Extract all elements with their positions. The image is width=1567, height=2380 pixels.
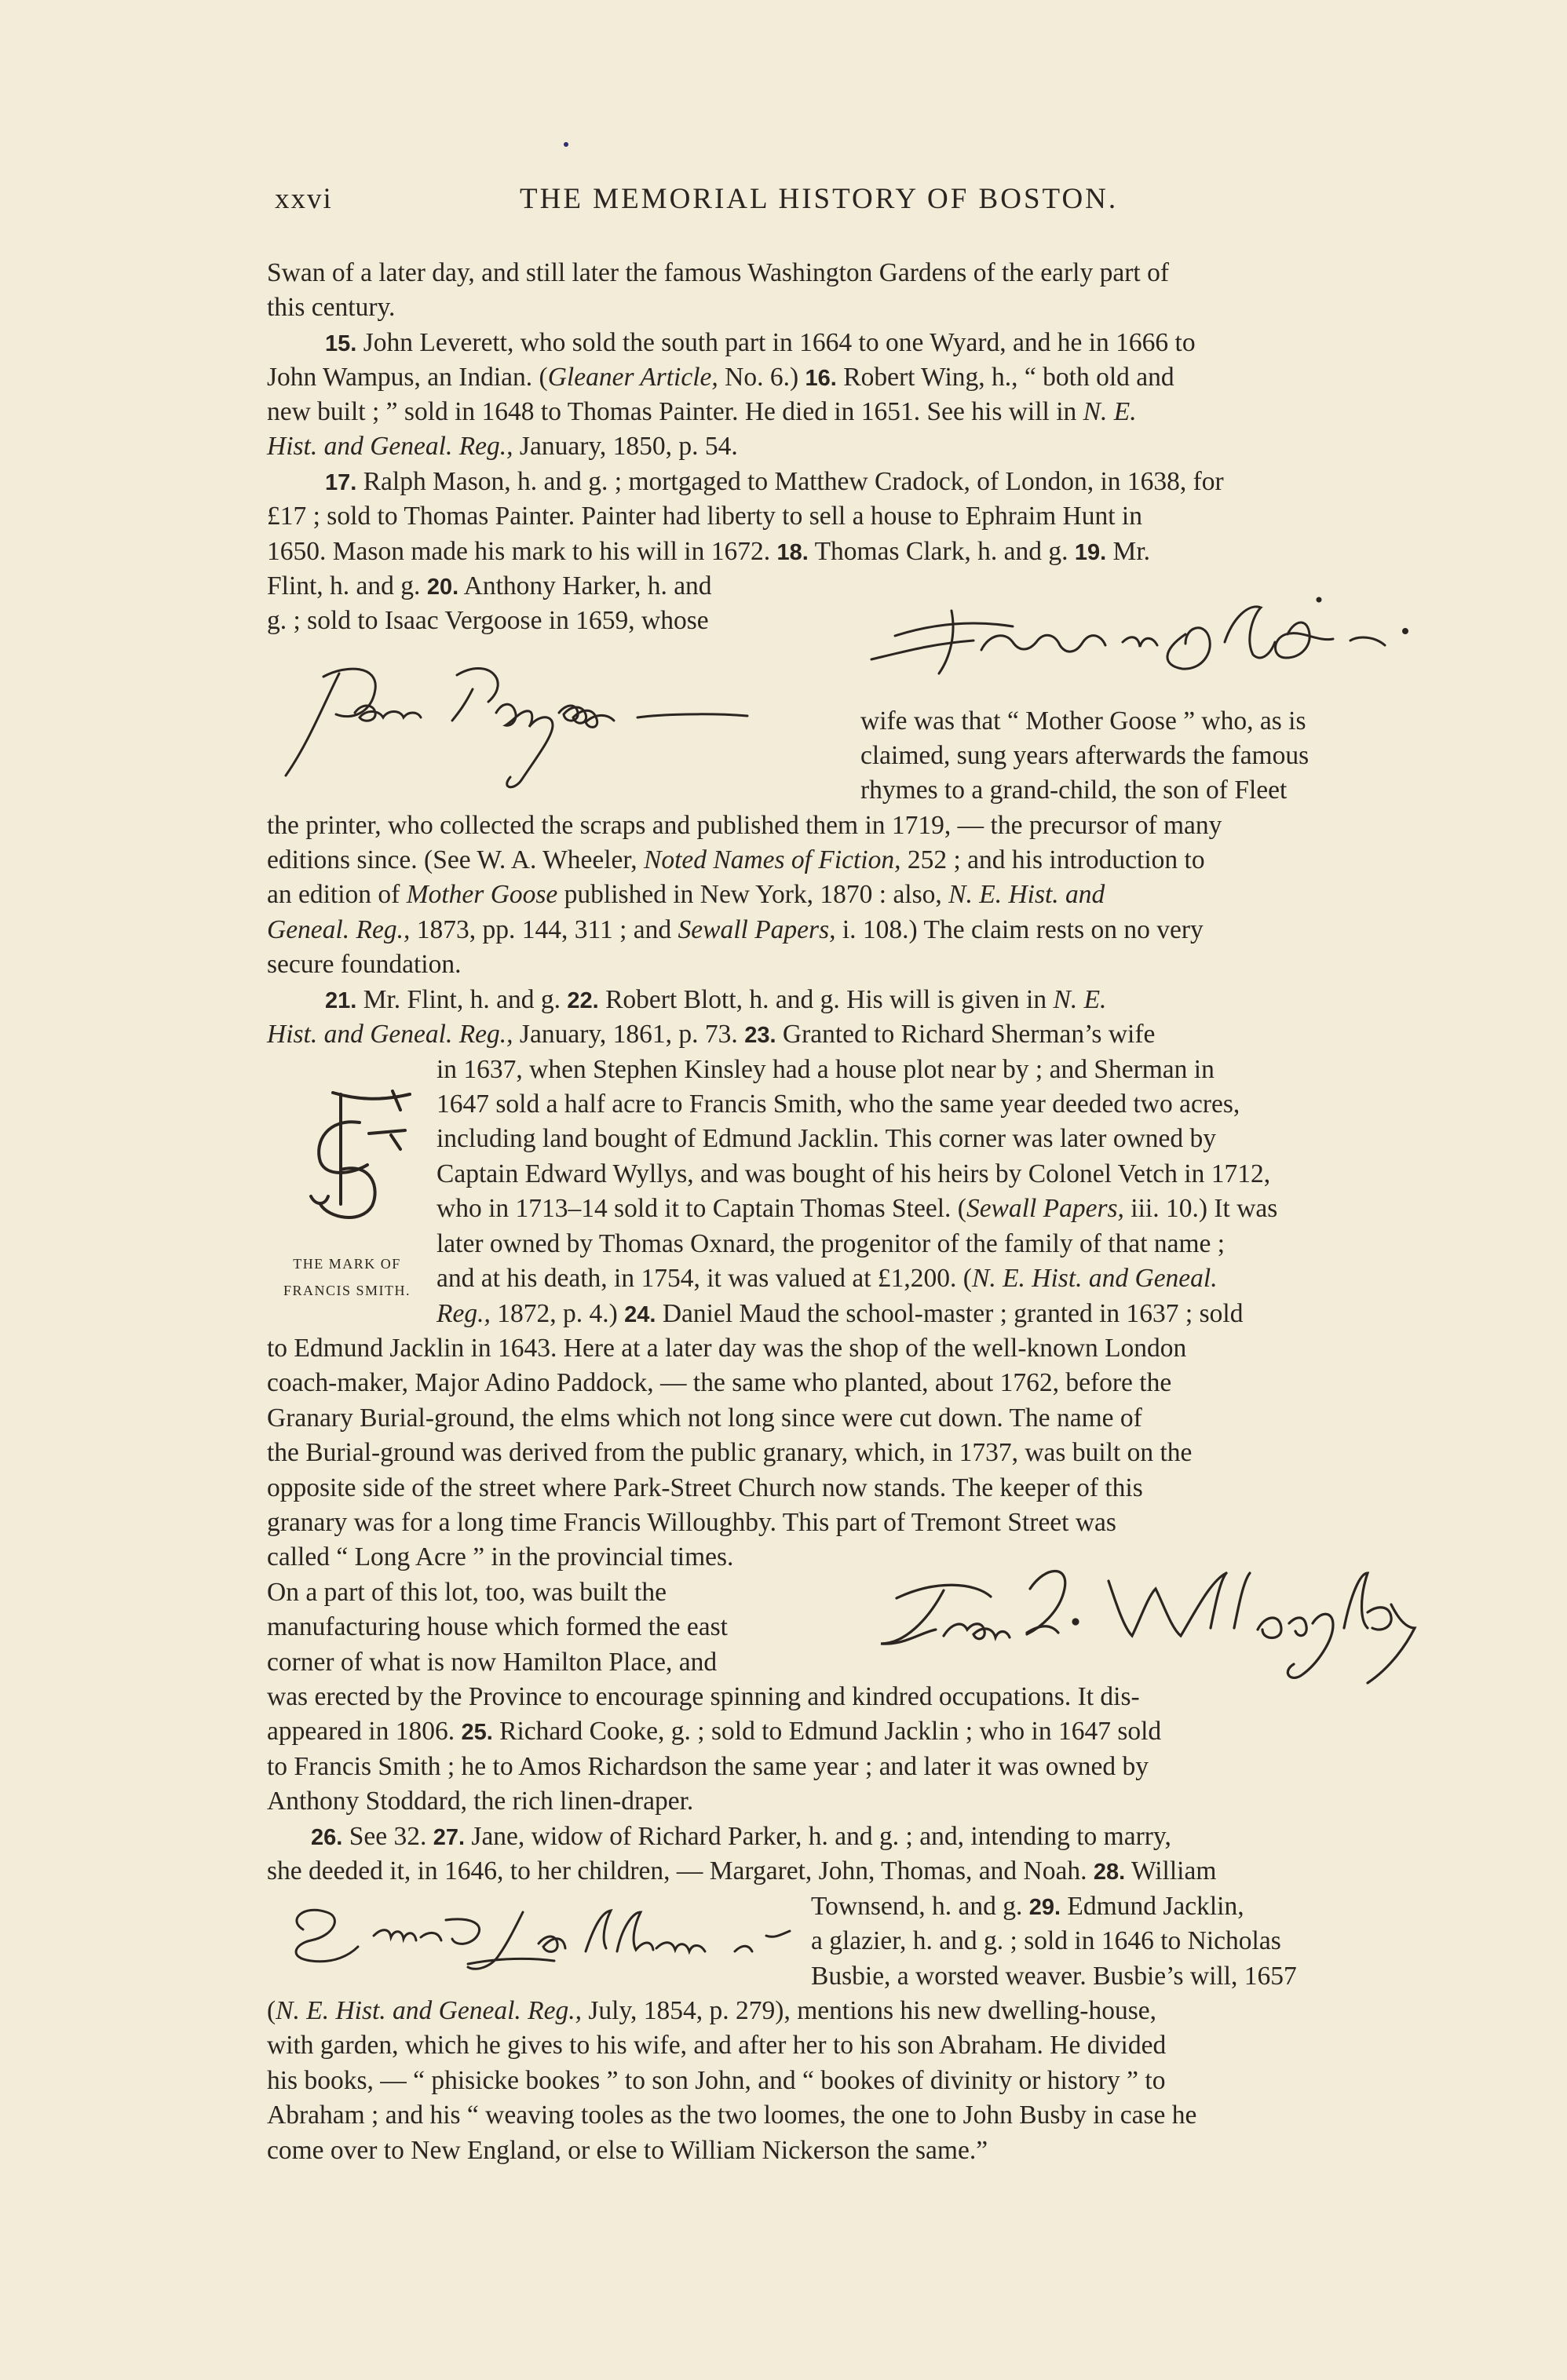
text-line: the printer, who collected the scraps and published them in 1719, — the precursor of many bbox=[267, 811, 1222, 840]
page-header bbox=[275, 182, 1437, 223]
text-line: On a part of this lot, too, was built the bbox=[267, 1578, 667, 1607]
text-line: to Francis Smith ; he to Amos Richardson the same year ; and later it was owned by bbox=[267, 1752, 1149, 1781]
text-line: Reg., 1872, p. 4.) 24. Daniel Maud the school-master ; granted in 1637 ; sold bbox=[436, 1299, 1244, 1328]
text-line: an edition of Mother Goose published in New York, 1870 : also, N. E. Hist. and bbox=[267, 880, 1105, 909]
mark-caption bbox=[270, 1254, 424, 1301]
text-line: Geneal. Reg., 1873, pp. 144, 311 ; and Sewall Papers, i. 108.) The claim rests on no very bbox=[267, 915, 1204, 944]
text-line: Captain Edward Wyllys, and was bought of his heirs by Colonel Vetch in 1712, bbox=[436, 1159, 1271, 1188]
text-line: wife was that “ Mother Goose ” who, as is bbox=[860, 706, 1306, 736]
text-line: later owned by Thomas Oxnard, the progenitor of the family of that name ; bbox=[436, 1229, 1225, 1258]
text-line: manufacturing house which formed the east bbox=[267, 1612, 728, 1641]
text-line: including land bought of Edmund Jacklin. This corner was later owned by bbox=[436, 1124, 1217, 1153]
text-line: with garden, which he gives to his wife, and after her to his son Abraham. He divided bbox=[267, 2031, 1167, 2060]
text-line: granary was for a long time Francis Willoughby. This part of Tremont Street was bbox=[267, 1508, 1116, 1537]
text-line: the Burial-ground was derived from the public granary, which, in 1737, was built on the bbox=[267, 1438, 1193, 1467]
text-line: Busbie, a worsted weaver. Busbie’s will, 1657 bbox=[811, 1962, 1297, 1991]
text-line: opposite side of the street where Park-Street Church now stands. The keeper of this bbox=[267, 1473, 1143, 1502]
francis-willoughby-signature bbox=[873, 1557, 1438, 1691]
text-line: claimed, sung years afterwards the famous bbox=[860, 741, 1309, 770]
text-line: this century. bbox=[267, 293, 396, 322]
text-line: called “ Long Acre ” in the provincial times. bbox=[267, 1542, 734, 1571]
text-line: corner of what is now Hamilton Place, and bbox=[267, 1648, 718, 1677]
text-line: Townsend, h. and g. 29. Edmund Jacklin, bbox=[811, 1892, 1244, 1921]
text-line: editions since. (See W. A. Wheeler, Noted Names of Fiction, 252 ; and his introduction to bbox=[267, 845, 1205, 874]
text-line: his books, — “ phisicke bookes ” to son John, and “ bookes of divinity or history ” to bbox=[267, 2066, 1166, 2095]
edmund-jacklin-signature bbox=[279, 1889, 798, 1983]
text-line: 15. John Leverett, who sold the south part in 1664 to one Wyard, and he in 1666 to bbox=[325, 328, 1196, 357]
text-line: Anthony Stoddard, the rich linen-draper. bbox=[267, 1787, 694, 1816]
text-line: 26. See 32. 27. Jane, widow of Richard Parker, h. and g. ; and, intending to marry, bbox=[311, 1822, 1171, 1851]
text-line: 1647 sold a half acre to Francis Smith, who the same year deeded two acres, bbox=[436, 1090, 1240, 1119]
text-line: come over to New England, or else to William Nickerson the same.” bbox=[267, 2136, 988, 2165]
text-line: new built ; ” sold in 1648 to Thomas Painter. He died in 1651. See his will in N. E. bbox=[267, 397, 1137, 426]
isaac-vergoose-signature bbox=[276, 658, 842, 795]
text-line: Hist. and Geneal. Reg., January, 1850, p. 54. bbox=[267, 432, 738, 461]
page-number: xxvi bbox=[275, 183, 333, 215]
running-title: THE MEMORIAL HISTORY OF BOSTON. bbox=[520, 183, 1119, 215]
text-line: was erected by the Province to encourage spinning and kindred occupations. It dis- bbox=[267, 1682, 1140, 1711]
text-line: g. ; sold to Isaac Vergoose in 1659, whose bbox=[267, 606, 709, 635]
text-line: in 1637, when Stephen Kinsley had a house plot near by ; and Sherman in bbox=[436, 1055, 1215, 1084]
text-line: Swan of a later day, and still later the famous Washington Gardens of the early part of bbox=[267, 258, 1169, 287]
text-line: appeared in 1806. 25. Richard Cooke, g. ; sold to Edmund Jacklin ; who in 1647 sold bbox=[267, 1717, 1162, 1746]
text-line: she deeded it, in 1646, to her children, — Margaret, John, Thomas, and Noah. 28. William bbox=[267, 1856, 1217, 1885]
caption-line: FRANCIS SMITH. bbox=[283, 1283, 411, 1298]
text-line: 1650. Mason made his mark to his will in 1672. 18. Thomas Clark, h. and g. 19. Mr. bbox=[267, 537, 1151, 566]
text-line: Abraham ; and his “ weaving tooles as the two loomes, the one to John Busby in case he bbox=[267, 2101, 1197, 2130]
text-line: John Wampus, an Indian. (Gleaner Article, No. 6.) 16. Robert Wing, h., “ both old and bbox=[267, 363, 1174, 392]
text-line: a glazier, h. and g. ; sold in 1646 to Nicholas bbox=[811, 1926, 1281, 1955]
text-line: rhymes to a grand-child, the son of Fleet bbox=[860, 776, 1288, 805]
text-line: 17. Ralph Mason, h. and g. ; mortgaged to Matthew Cradock, of London, in 1638, for bbox=[325, 467, 1224, 496]
text-line: Flint, h. and g. 20. Anthony Harker, h. and bbox=[267, 571, 712, 600]
text-line: secure foundation. bbox=[267, 950, 462, 979]
text-line: £17 ; sold to Thomas Painter. Painter had liberty to sell a house to Ephraim Hunt in bbox=[267, 502, 1142, 531]
text-line: coach-maker, Major Adino Paddock, — the same who planted, about 1762, before the bbox=[267, 1368, 1172, 1397]
text-line: to Edmund Jacklin in 1643. Here at a later day was the shop of the well-known London bbox=[267, 1334, 1187, 1363]
text-line: (N. E. Hist. and Geneal. Reg., July, 1854, p. 279), mentions his new dwelling-house, bbox=[267, 1996, 1156, 2025]
thomas-clark-signature bbox=[864, 587, 1429, 681]
francis-smith-mark bbox=[305, 1086, 415, 1228]
text-line: 21. Mr. Flint, h. and g. 22. Robert Blott, h. and g. His will is given in N. E. bbox=[325, 985, 1107, 1014]
caption-line: THE MARK OF bbox=[293, 1256, 401, 1272]
text-line: Hist. and Geneal. Reg., January, 1861, p. 73. 23. Granted to Richard Sherman’s wife bbox=[267, 1020, 1156, 1049]
text-line: Granary Burial-ground, the elms which not long since were cut down. The name of bbox=[267, 1404, 1142, 1433]
ink-speck bbox=[564, 142, 568, 147]
text-line: and at his death, in 1754, it was valued at £1,200. (N. E. Hist. and Geneal. bbox=[436, 1264, 1218, 1293]
text-line: who in 1713–14 sold it to Captain Thomas Steel. (Sewall Papers, iii. 10.) It was bbox=[436, 1194, 1278, 1223]
